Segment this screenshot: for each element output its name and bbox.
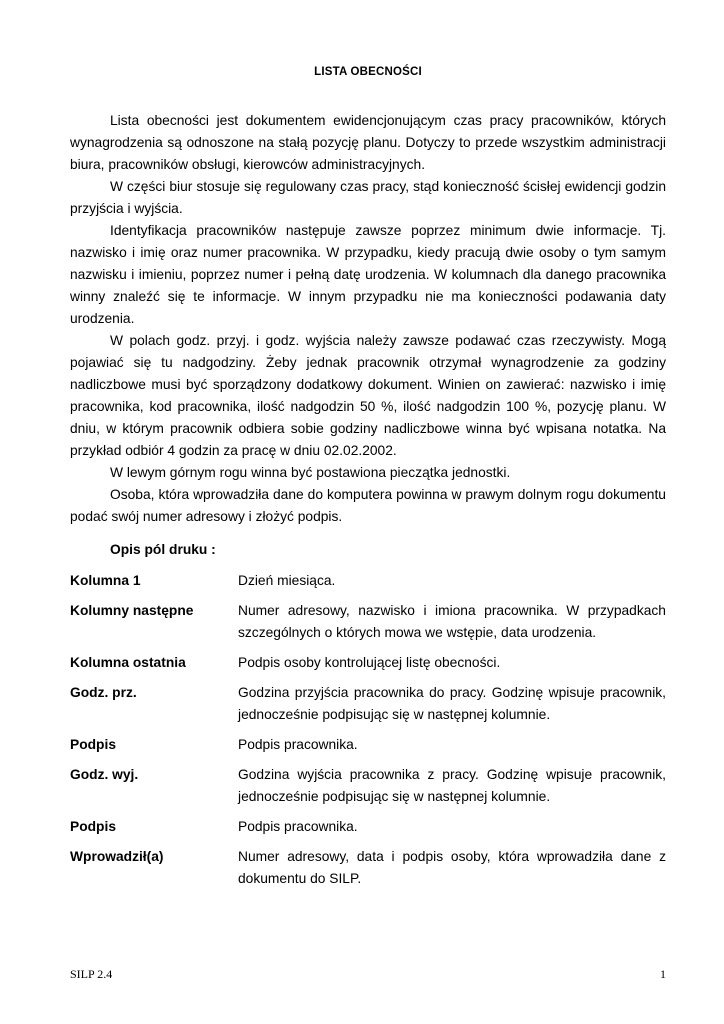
field-description: Godzina przyjścia pracownika do pracy. Godzinę wpisuje pracownik, jednocześnie podpisując się w następnej kolumnie.	[238, 685, 666, 722]
field-description: Dzień miesiąca.	[238, 573, 336, 588]
page-number: 1	[660, 967, 666, 981]
field-row	[70, 846, 666, 890]
field-term: Wprowadził(a)	[70, 849, 164, 864]
fields-heading: Opis pól druku :	[110, 542, 216, 557]
field-row	[70, 682, 666, 726]
field-term: Kolumna 1	[70, 573, 141, 588]
field-description: Podpis osoby kontrolującej listę obecności.	[238, 655, 501, 670]
document-title: LISTA OBECNOŚCI	[314, 66, 422, 78]
field-term: Godz. wyj.	[70, 767, 139, 782]
field-row	[70, 764, 666, 808]
field-description: Godzina wyjścia pracownika z pracy. Godzinę wpisuje pracownik, jednocześnie podpisując się w następnej kolumnie.	[238, 767, 666, 804]
field-term: Godz. prz.	[70, 685, 137, 700]
field-row	[70, 652, 666, 674]
field-row	[70, 816, 666, 838]
paragraph: W części biur stosuje się regulowany czas pracy, stąd konieczność ścisłej ewidencji godzin przyjścia i wyjścia.	[70, 179, 666, 216]
field-term: Kolumny następne	[70, 603, 194, 618]
paragraph: W polach godz. przyj. i godz. wyjścia należy zawsze podawać czas rzeczywisty. Mogą pojawiać się tu nadgodziny. Żeby jednak pracownik otrzymał wynagrodzenie za godziny nadliczbowe musi być sporządzony dodatkowy dokument. Winien on zawierać: nazwisko i imię pracownika, kod pracownika, ilość nadgodzin 50 %, ilość nadgodzin 100 %, pozycję planu. W dniu, w którym pracownik odbiera sobie godziny nadliczbowe winna być wpisana notatka. Na przykład odbiór 4 godzin za pracę w dniu 02.02.2002.	[70, 333, 666, 458]
paragraph: Lista obecności jest dokumentem ewidencjonującym czas pracy pracowników, których wynagrodzenia są odnoszone na stałą pozycję planu. Dotyczy to przede wszystkim administracji biura, pracowników obsługi, kierowców administracyjnych.	[70, 113, 666, 172]
field-description: Podpis pracownika.	[238, 819, 358, 834]
footer-doc-id: SILP 2.4	[70, 967, 113, 981]
field-row	[70, 600, 666, 644]
field-term: Podpis	[70, 819, 116, 834]
field-row	[70, 570, 666, 592]
paragraph: W lewym górnym rogu winna być postawiona pieczątka jednostki.	[110, 465, 511, 480]
field-term: Podpis	[70, 737, 116, 752]
field-description: Numer adresowy, nazwisko i imiona pracownika. W przypadkach szczególnych o których mowa we wstępie, data urodzenia.	[238, 603, 666, 640]
paragraph: Identyfikacja pracowników następuje zawsze poprzez minimum dwie informacje. Tj. nazwisko i imię oraz numer pracownika. W przypadku, kiedy pracują dwie osoby o tym samym nazwisku i imieniu, poprzez numer i pełną datę urodzenia. W kolumnach dla danego pracownika winny znaleźć się te informacje. W innym przypadku nie ma konieczności podawania daty urodzenia.	[70, 223, 666, 326]
field-description: Numer adresowy, data i podpis osoby, która wprowadziła dane z dokumentu do SILP.	[238, 849, 666, 886]
field-term: Kolumna ostatnia	[70, 655, 186, 670]
field-row	[70, 734, 666, 756]
paragraph: Osoba, która wprowadziła dane do komputera powinna w prawym dolnym rogu dokumentu podać swój numer adresowy i złożyć podpis.	[70, 487, 666, 524]
field-definitions	[70, 570, 666, 890]
document-body	[70, 110, 666, 528]
field-description: Podpis pracownika.	[238, 737, 358, 752]
